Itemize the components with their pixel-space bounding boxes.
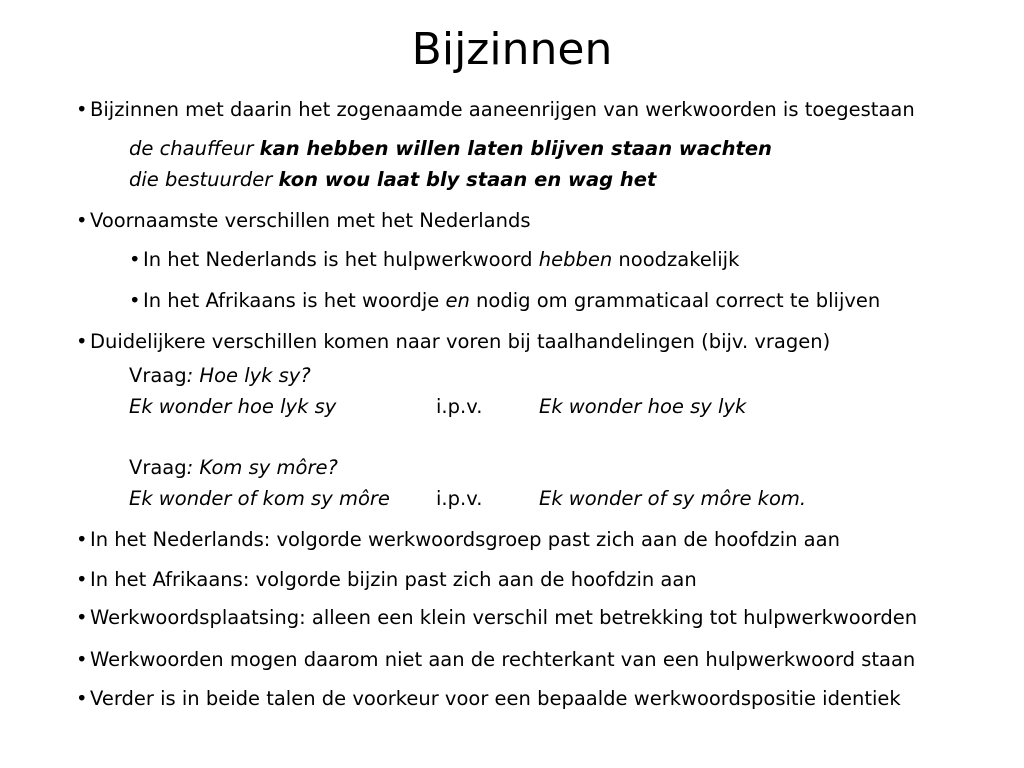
bullet-glyph: •: [129, 289, 141, 312]
example-line: [129, 167, 656, 193]
bullet-text: In het Afrikaans: volgorde bijzin past zich aan de hoofdzin aan: [90, 568, 697, 591]
answer-correct: [539, 394, 746, 420]
answer-wrong: [129, 486, 390, 512]
bullet-item: [76, 208, 531, 234]
answer-correct: [539, 486, 806, 512]
example-verbs: kon wou laat bly staan en wag het: [278, 168, 657, 191]
bullet-item: [76, 647, 915, 673]
sub-bullet-item: [129, 247, 739, 273]
emphasis-word: hebben: [538, 248, 613, 271]
sub-bullet-text: noodzakelijk: [612, 248, 740, 271]
bullet-glyph: •: [76, 330, 88, 353]
slide-title: Bijzinnen: [411, 24, 613, 75]
bullet-glyph: •: [76, 648, 88, 671]
emphasis-word: en: [445, 289, 470, 312]
bullet-item: [76, 605, 917, 631]
answer-wrong-text: Ek wonder of kom sy môre: [129, 487, 390, 510]
sub-bullet-text: In het Nederlands is het hulpwerkwoord: [143, 248, 539, 271]
bullet-item: [76, 686, 901, 712]
bullet-text: Duidelijkere verschillen komen naar voren bij taalhandelingen (bijv. vragen): [90, 330, 831, 353]
question-line: [129, 455, 338, 481]
bullet-text: In het Nederlands: volgorde werkwoordsgroep past zich aan de hoofdzin aan: [90, 528, 840, 551]
example-verbs: kan hebben willen laten blijven staan wachten: [259, 137, 772, 160]
sub-bullet-text: nodig om grammaticaal correct te blijven: [469, 289, 881, 312]
bullet-text: Voornaamste verschillen met het Nederlands: [90, 209, 531, 232]
example-subject: die bestuurder: [129, 168, 279, 191]
bullet-text: Bijzinnen met daarin het zogenaamde aaneenrijgen van werkwoorden is toegestaan: [90, 98, 915, 121]
question-label: Vraag: [129, 364, 187, 387]
example-line: [129, 136, 772, 162]
ipv-label: i.p.v.: [436, 395, 483, 418]
bullet-glyph: •: [76, 209, 88, 232]
question-label: Vraag: [129, 456, 187, 479]
bullet-item: [76, 527, 840, 553]
question-text: : Hoe lyk sy?: [186, 364, 311, 387]
answer-wrong: [129, 394, 336, 420]
answer-wrong-text: Ek wonder hoe lyk sy: [129, 395, 337, 418]
bullet-glyph: •: [76, 687, 88, 710]
ipv-label: i.p.v.: [436, 487, 483, 510]
question-text: : Kom sy môre?: [186, 456, 338, 479]
bullet-item: [76, 97, 915, 123]
bullet-text: Werkwoordsplaatsing: alleen een klein verschil met betrekking tot hulpwerkwoorden: [90, 606, 918, 629]
sub-bullet-text: In het Afrikaans is het woordje: [143, 289, 446, 312]
bullet-item: [76, 329, 830, 355]
bullet-glyph: •: [76, 568, 88, 591]
answer-correct-text: Ek wonder hoe sy lyk: [539, 395, 747, 418]
bullet-glyph: •: [76, 98, 88, 121]
sub-bullet-item: [129, 288, 880, 314]
example-subject: de chauffeur: [129, 137, 260, 160]
bullet-glyph: •: [129, 248, 141, 271]
bullet-glyph: •: [76, 528, 88, 551]
bullet-text: Verder is in beide talen de voorkeur voor een bepaalde werkwoordspositie identiek: [90, 687, 901, 710]
answer-correct-text: Ek wonder of sy môre kom.: [539, 487, 807, 510]
bullet-text: Werkwoorden mogen daarom niet aan de rechterkant van een hulpwerkwoord staan: [90, 648, 916, 671]
bullet-item: [76, 567, 697, 593]
question-line: [129, 363, 311, 389]
bullet-glyph: •: [76, 606, 88, 629]
